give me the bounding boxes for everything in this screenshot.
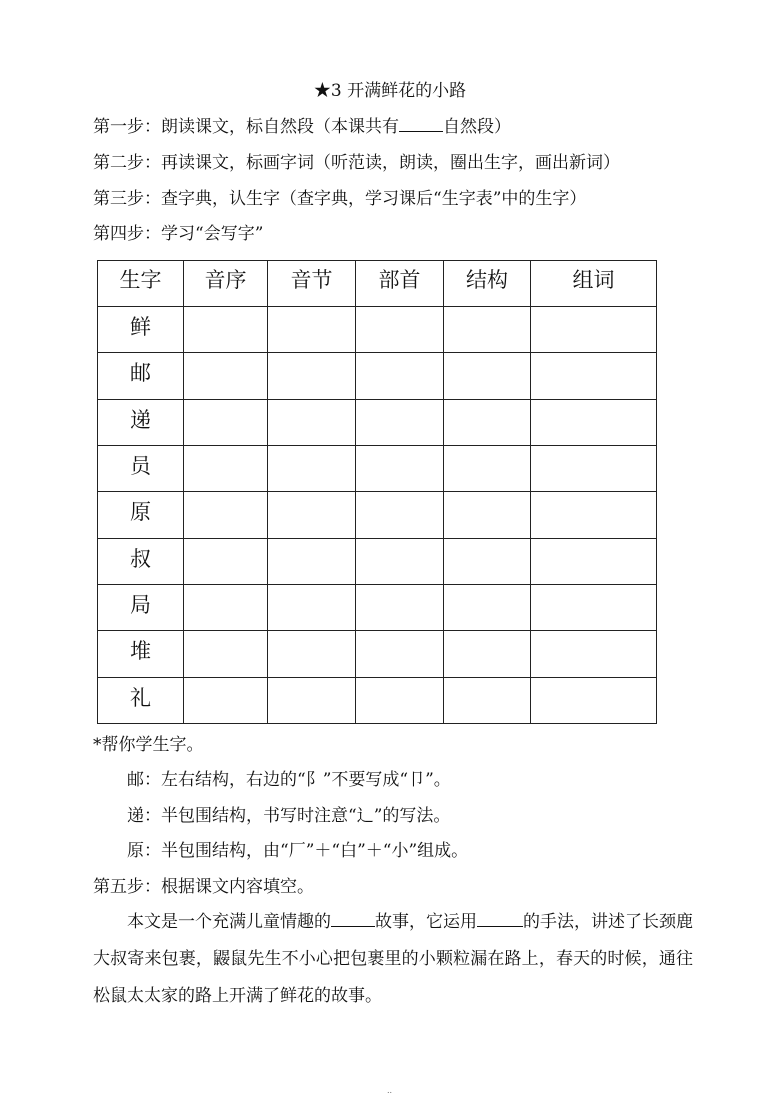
answer-cell[interactable] xyxy=(531,538,657,584)
answer-cell[interactable] xyxy=(268,307,356,353)
character-cell: 鲜 xyxy=(98,307,184,353)
footer-marker: .. xyxy=(387,1086,393,1095)
step-1 xyxy=(93,112,511,137)
help-item: 邮：左右结构，右边的“阝”不要写成“卩”。 xyxy=(127,770,451,790)
paragraph-count-blank[interactable] xyxy=(399,116,443,132)
answer-cell[interactable] xyxy=(444,538,531,584)
answer-cell[interactable] xyxy=(444,399,531,445)
answer-cell[interactable] xyxy=(268,584,356,630)
answer-cell[interactable] xyxy=(531,307,657,353)
answer-cell[interactable] xyxy=(184,445,268,491)
answer-cell[interactable] xyxy=(356,631,444,677)
answer-cell[interactable] xyxy=(356,399,444,445)
answer-cell[interactable] xyxy=(184,631,268,677)
header-cell: 部首 xyxy=(356,261,444,307)
character-cell: 员 xyxy=(98,445,184,491)
character-cell: 原 xyxy=(98,492,184,538)
answer-cell[interactable] xyxy=(268,631,356,677)
answer-cell[interactable] xyxy=(356,307,444,353)
table-row xyxy=(98,584,657,630)
character-cell: 递 xyxy=(98,399,184,445)
help-heading: *帮你学生字。 xyxy=(93,735,204,755)
answer-cell[interactable] xyxy=(184,538,268,584)
answer-cell[interactable] xyxy=(184,492,268,538)
header-cell: 生字 xyxy=(98,261,184,307)
answer-cell[interactable] xyxy=(531,399,657,445)
step-2: 第二步：再读课文，标画字词（听范读，朗读，圈出生字，画出新词） xyxy=(93,153,620,173)
header-cell: 组词 xyxy=(531,261,657,307)
character-table xyxy=(97,260,657,724)
answer-cell[interactable] xyxy=(444,677,531,723)
answer-cell[interactable] xyxy=(356,445,444,491)
answer-cell[interactable] xyxy=(444,492,531,538)
answer-cell[interactable] xyxy=(444,584,531,630)
page-title: ★3 开满鲜花的小路 xyxy=(313,81,467,101)
step-5-paragraph xyxy=(93,904,693,1015)
answer-cell[interactable] xyxy=(184,584,268,630)
answer-cell[interactable] xyxy=(531,584,657,630)
answer-cell[interactable] xyxy=(356,538,444,584)
fill-blank-story-type[interactable] xyxy=(331,911,375,927)
character-cell: 邮 xyxy=(98,353,184,399)
answer-cell[interactable] xyxy=(268,445,356,491)
answer-cell[interactable] xyxy=(268,677,356,723)
character-cell: 礼 xyxy=(98,677,184,723)
answer-cell[interactable] xyxy=(531,445,657,491)
answer-cell[interactable] xyxy=(184,399,268,445)
step-3: 第三步：查字典，认生字（查字典，学习课后“生字表”中的生字） xyxy=(93,189,587,209)
table-row xyxy=(98,307,657,353)
help-item: 原：半包围结构，由“厂”＋“白”＋“小”组成。 xyxy=(127,841,469,861)
answer-cell[interactable] xyxy=(444,307,531,353)
table-row xyxy=(98,538,657,584)
table-row xyxy=(98,492,657,538)
character-cell: 堆 xyxy=(98,631,184,677)
step-1-text: 第一步：朗读课文，标自然段（本课共有 xyxy=(93,117,399,137)
header-cell: 结构 xyxy=(444,261,531,307)
answer-cell[interactable] xyxy=(184,353,268,399)
answer-cell[interactable] xyxy=(531,631,657,677)
answer-cell[interactable] xyxy=(184,677,268,723)
answer-cell[interactable] xyxy=(268,399,356,445)
table-row xyxy=(98,631,657,677)
answer-cell[interactable] xyxy=(268,492,356,538)
step-5-label: 第五步：根据课文内容填空。 xyxy=(93,877,314,897)
fill-text: 故事，它运用 xyxy=(375,912,477,932)
table-row xyxy=(98,353,657,399)
answer-cell[interactable] xyxy=(184,307,268,353)
step-4: 第四步：学习“会写字” xyxy=(93,224,264,244)
table-row xyxy=(98,445,657,491)
character-cell: 叔 xyxy=(98,538,184,584)
answer-cell[interactable] xyxy=(268,538,356,584)
character-cell: 局 xyxy=(98,584,184,630)
step-1-suffix: 自然段） xyxy=(443,117,511,137)
answer-cell[interactable] xyxy=(268,353,356,399)
fill-text: 本文是一个充满儿童情趣的 xyxy=(127,912,331,932)
answer-cell[interactable] xyxy=(531,492,657,538)
fill-blank-technique[interactable] xyxy=(477,911,523,927)
answer-cell[interactable] xyxy=(356,353,444,399)
help-item: 递：半包围结构，书写时注意“辶”的写法。 xyxy=(127,806,451,826)
table-row xyxy=(98,677,657,723)
answer-cell[interactable] xyxy=(356,492,444,538)
answer-cell[interactable] xyxy=(531,677,657,723)
answer-cell[interactable] xyxy=(531,353,657,399)
table-header-row xyxy=(98,261,657,307)
fill-text: 的手法，讲述了长颈鹿大叔寄来包裹，鼹鼠先生不小心把包裹里的小颗粒漏在路上，春天的时候，通往松鼠太太家的路上开满了鲜花的故事。 xyxy=(93,912,693,1006)
answer-cell[interactable] xyxy=(356,677,444,723)
answer-cell[interactable] xyxy=(444,631,531,677)
answer-cell[interactable] xyxy=(444,445,531,491)
answer-cell[interactable] xyxy=(444,353,531,399)
answer-cell[interactable] xyxy=(356,584,444,630)
table-row xyxy=(98,399,657,445)
header-cell: 音节 xyxy=(268,261,356,307)
header-cell: 音序 xyxy=(184,261,268,307)
